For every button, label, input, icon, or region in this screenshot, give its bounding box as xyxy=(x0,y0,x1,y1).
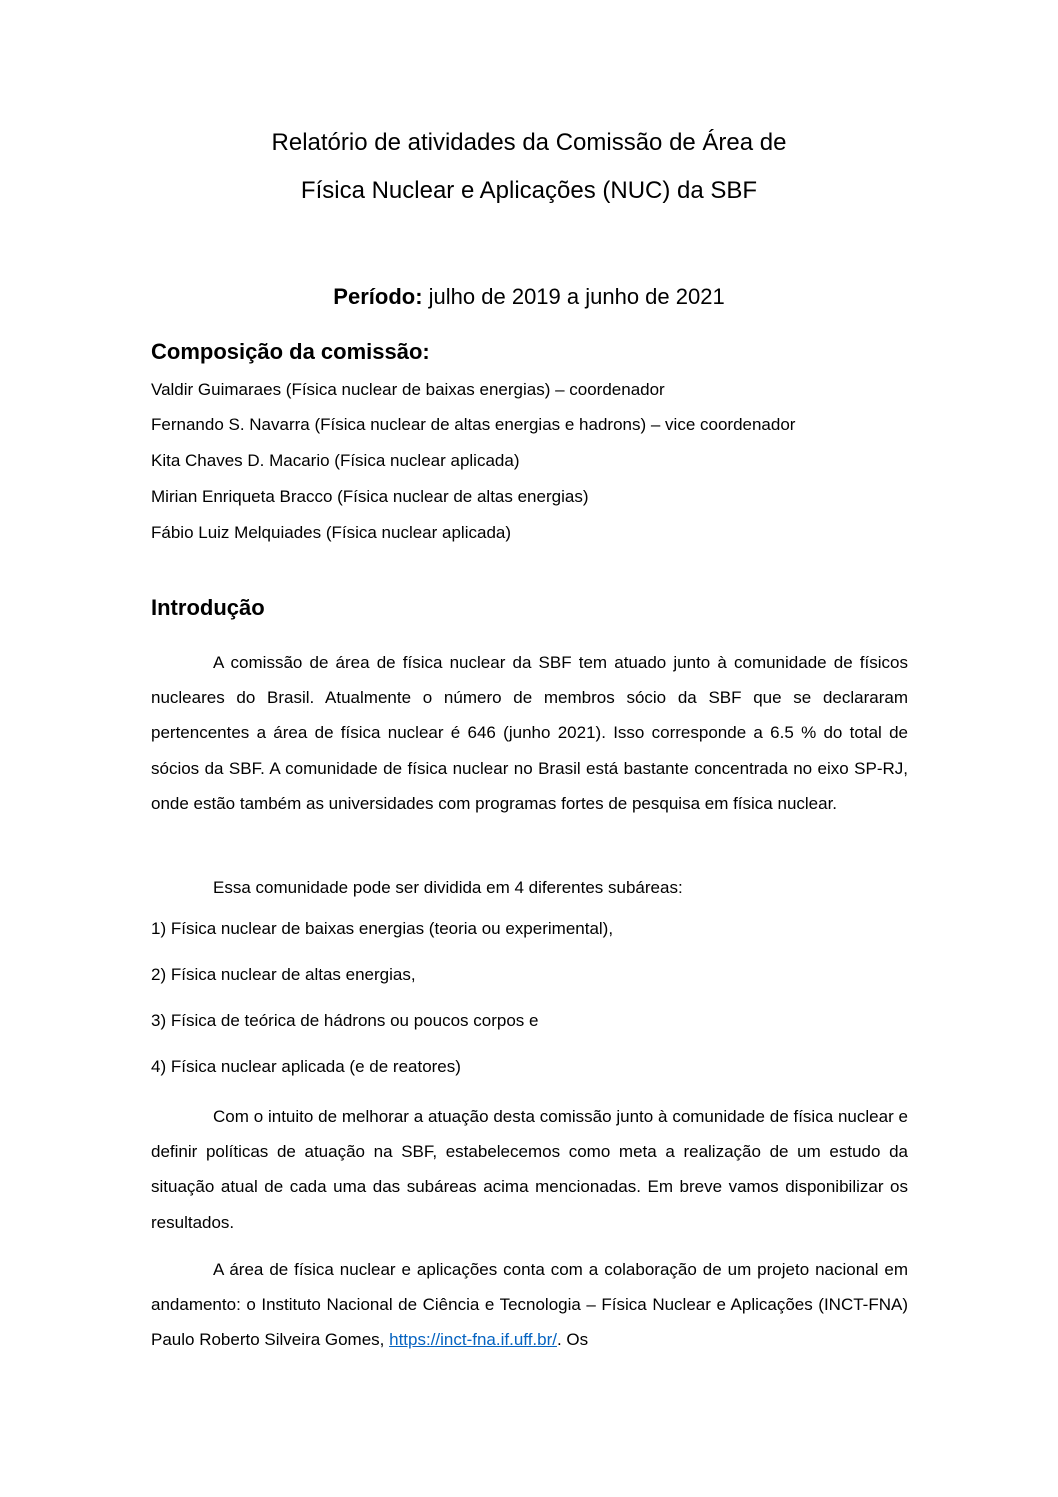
subarea-item: 1) Física nuclear de baixas energias (teoria ou experimental), xyxy=(151,919,614,938)
intro-paragraph-4 xyxy=(151,1252,908,1358)
report-period xyxy=(0,283,1058,311)
intro-paragraph-2: Essa comunidade pode ser dividida em 4 diferentes subáreas: xyxy=(213,878,683,897)
intro-paragraph-3: Com o intuito de melhorar a atuação desta comissão junto à comunidade de física nuclear e definir políticas de atuação na SBF, estabelecemos como meta a realização de um estudo da situação atual de cada uma das subáreas acima mencionadas. Em breve vamos disponibilizar os resultados. xyxy=(151,1107,908,1232)
member-line: Kita Chaves D. Macario (Física nuclear aplicada) xyxy=(151,451,520,470)
intro-paragraph-1: A comissão de área de física nuclear da SBF tem atuado junto à comunidade de físicos nucleares do Brasil. Atualmente o número de membros sócio da SBF que se declararam pertencentes a área de física nuclear é 646 (junho 2021). Isso corresponde a 6.5 % do total de sócios da SBF. A comunidade de física nuclear no Brasil está bastante concentrada no eixo SP-RJ, onde estão também as universidades com programas fortes de pesquisa em física nuclear. xyxy=(151,653,908,813)
member-line: Mirian Enriqueta Bracco (Física nuclear de altas energias) xyxy=(151,487,589,506)
member-line: Fábio Luiz Melquiades (Física nuclear aplicada) xyxy=(151,523,512,542)
report-title-line-1: Relatório de atividades da Comissão de Área de xyxy=(271,129,787,156)
period-label: Período: xyxy=(333,284,423,309)
inct-fna-link[interactable]: https://inct-fna.if.uff.br/ xyxy=(389,1330,557,1350)
member-line: Valdir Guimaraes (Física nuclear de baixas energias) – coordenador xyxy=(151,380,665,399)
introduction-heading: Introdução xyxy=(151,595,265,620)
intro-paragraph-4-tail: . Os xyxy=(556,1330,589,1350)
subarea-item: 2) Física nuclear de altas energias, xyxy=(151,965,416,984)
intro-paragraph-4-text: A área de física nuclear e aplicações conta com a colaboração de um projeto nacional em andamento: o Instituto Nacional de Ciência e Tecnologia – Física Nuclear e Aplicações (INCT-FNA) Paulo Roberto Silveira Gomes, xyxy=(151,1260,908,1350)
period-value: julho de 2019 a junho de 2021 xyxy=(428,284,725,309)
report-title-line-2: Física Nuclear e Aplicações (NUC) da SBF xyxy=(300,177,758,204)
subarea-item: 3) Física de teórica de hádrons ou poucos corpos e xyxy=(151,1011,539,1030)
subarea-item: 4) Física nuclear aplicada (e de reatores) xyxy=(151,1057,461,1076)
composition-heading: Composição da comissão: xyxy=(151,339,430,364)
member-line: Fernando S. Navarra (Física nuclear de altas energias e hadrons) – vice coordenador xyxy=(151,415,796,434)
